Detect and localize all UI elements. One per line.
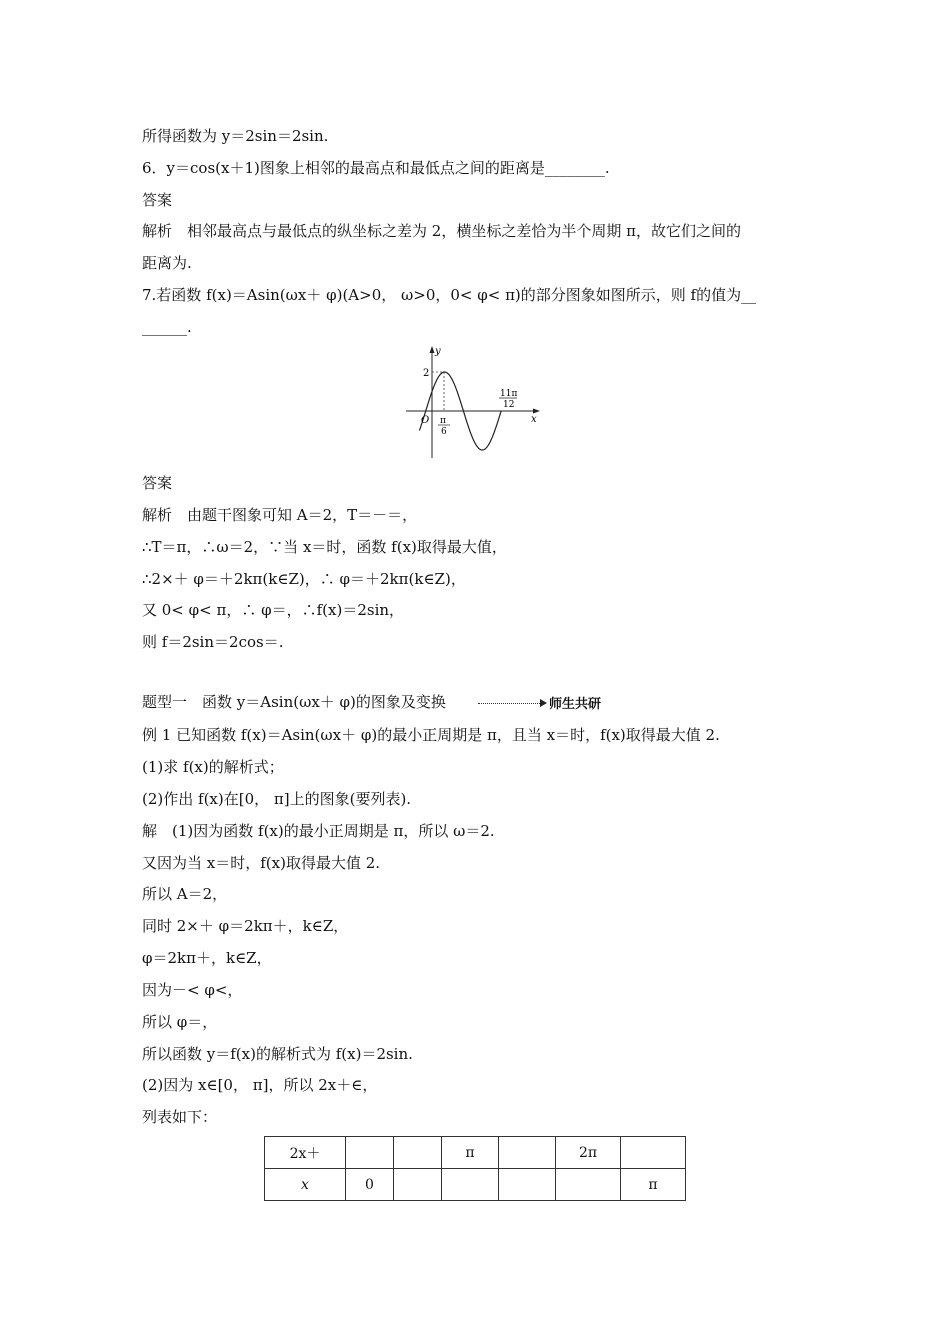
origin-label: O (421, 415, 430, 426)
example-part-1: (1)求 f(x)的解析式； (142, 758, 284, 776)
text-line: 所得函数为 y＝2sin＝2sin. (142, 127, 329, 145)
table-row (265, 1169, 686, 1201)
table-cell: 2π (556, 1137, 621, 1169)
example-part-2: (2)作出 f(x)在[0， π]上的图象(要列表). (142, 790, 412, 808)
table-cell (556, 1169, 621, 1201)
question-6: 6．y＝cos(x＋1)图象上相邻的最高点和最低点之间的距离是________. (142, 159, 610, 177)
solution-line: 列表如下： (142, 1108, 218, 1126)
arrow-leader (478, 703, 540, 704)
sine-graph-figure (404, 342, 544, 460)
analysis-line: 又 0< φ< π，∴ φ＝，∴f(x)＝2sin， (142, 601, 405, 619)
solution-line: 同时 2×＋ φ＝2kπ＋，k∈Z， (142, 917, 349, 935)
analysis-line: 解析 由题干图象可知 A＝2，T＝－＝， (142, 506, 418, 524)
analysis-line: ∴2×＋ φ＝＋2kπ(k∈Z)，∴ φ＝＋2kπ(k∈Z)， (142, 570, 466, 588)
table-cell: x (265, 1169, 346, 1201)
answer-label: 答案 (142, 474, 173, 492)
solution-line: 所以函数 y＝f(x)的解析式为 f(x)＝2sin. (142, 1045, 413, 1063)
table-cell (499, 1137, 556, 1169)
example-1: 例 1 已知函数 f(x)＝Asin(ωx＋ φ)的最小正周期是 π，且当 x＝时，f(x)取得最大值 2. (142, 726, 720, 744)
solution-line: 因为－< φ<， (142, 981, 243, 999)
table-cell: 0 (346, 1169, 394, 1201)
question-7-tail: ______. (142, 318, 192, 336)
table-cell: 2x＋ (265, 1137, 346, 1169)
table-cell (394, 1169, 442, 1201)
tick-11pi-denominator: 12 (503, 400, 515, 410)
analysis-line: 距离为. (142, 254, 192, 272)
x-axis-label: x (531, 414, 537, 425)
section-heading: 题型一 函数 y＝Asin(ωx＋ φ)的图象及变换 (142, 693, 446, 711)
answer-label: 答案 (142, 191, 173, 209)
tick-pi-denominator: 6 (441, 427, 447, 437)
max-value-label: 2 (423, 368, 430, 379)
arrow-head-icon (540, 699, 547, 707)
table-cell (346, 1137, 394, 1169)
tick-11pi-numerator: 11π (500, 389, 518, 399)
solution-line: 所以 φ＝， (142, 1013, 218, 1031)
y-axis-label: y (435, 346, 441, 357)
analysis-line: 解析 相邻最高点与最低点的纵坐标之差为 2，横坐标之差恰为半个周期 π，故它们之间的 (142, 222, 741, 240)
solution-line: 解 (1)因为函数 f(x)的最小正周期是 π，所以 ω＝2. (142, 822, 495, 840)
solution-line: 又因为当 x＝时，f(x)取得最大值 2. (142, 854, 381, 872)
value-table (264, 1136, 686, 1201)
table-cell: π (621, 1169, 686, 1201)
question-7: 7.若函数 f(x)＝Asin(ωx＋ φ)(A>0， ω>0，0< φ< π)的部分图象如图所示，则 f的值为__ (142, 286, 757, 304)
table-cell (442, 1169, 499, 1201)
analysis-line: ∴T＝π，∴ω＝2，∵当 x＝时，函数 f(x)取得最大值， (142, 538, 507, 556)
tick-pi-numerator: π (440, 416, 446, 426)
solution-line: (2)因为 x∈[0， π]，所以 2x＋∈， (142, 1076, 378, 1094)
solution-line: 所以 A＝2， (142, 885, 228, 903)
solution-line: φ＝2kπ＋，k∈Z， (142, 949, 272, 967)
table-row (265, 1137, 686, 1169)
table-cell: π (442, 1137, 499, 1169)
table-cell (394, 1137, 442, 1169)
table-cell (621, 1137, 686, 1169)
table-cell (499, 1169, 556, 1201)
section-tag: 师生共研 (549, 697, 602, 712)
analysis-line: 则 f＝2sin＝2cos＝. (142, 633, 284, 651)
